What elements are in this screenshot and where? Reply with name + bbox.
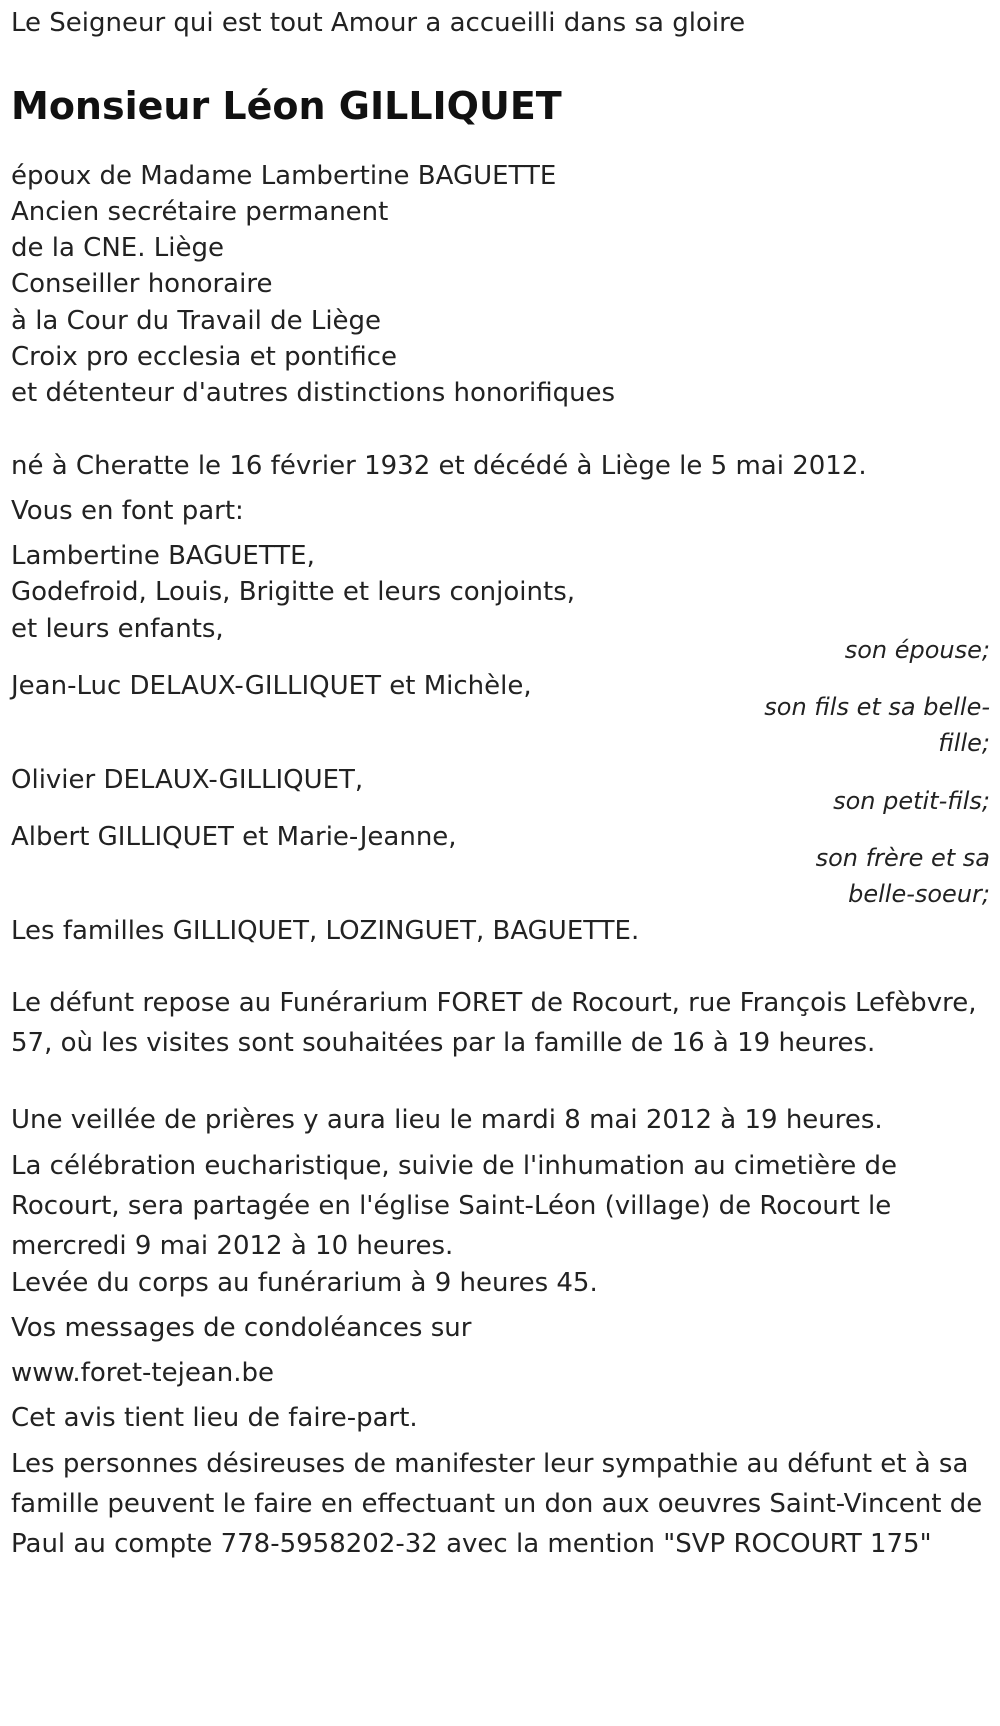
- families-text: Les familles GILLIQUET, LOZINGUET, BAGUETTE.: [11, 916, 640, 946]
- family-role: son fils et sa belle-: [764, 693, 990, 721]
- family-role: son épouse;: [844, 636, 990, 664]
- vigil-paragraph: Une veillée de prières y aura lieu le mardi 8 mai 2012 à 19 heures.: [11, 1105, 883, 1135]
- family-member-line: et leurs enfants,: [11, 614, 224, 644]
- deceased-name: Monsieur Léon GILLIQUET: [11, 84, 562, 128]
- celebration-paragraph: La célébration eucharistique, suivie de l'inhumation au cimetière de Rocourt, sera partagée en l'église Saint-Léon (village) de Rocourt le mercredi 9 mai 2012 à 10 heures.: [11, 1151, 898, 1261]
- birth-death-text: né à Cheratte le 16 février 1932 et décédé à Liège le 5 mai 2012.: [11, 451, 867, 481]
- family-role: son frère et sa: [815, 844, 990, 872]
- title-line: et détenteur d'autres distinctions honorifiques: [11, 378, 616, 408]
- title-line: Ancien secrétaire permanent: [11, 197, 389, 227]
- family-role: son petit-fils;: [833, 787, 990, 815]
- intro-text: Le Seigneur qui est tout Amour a accueilli dans sa gloire: [11, 8, 746, 38]
- family-role: belle-soeur;: [848, 880, 990, 908]
- title-line: Conseiller honoraire: [11, 269, 273, 299]
- levee-paragraph: Levée du corps au funérarium à 9 heures 45.: [11, 1268, 598, 1298]
- family-member-line: Godefroid, Louis, Brigitte et leurs conjoints,: [11, 577, 576, 607]
- family-role: fille;: [938, 729, 990, 757]
- title-line: à la Cour du Travail de Liège: [11, 306, 382, 336]
- family-member-line: Olivier DELAUX-GILLIQUET,: [11, 765, 364, 795]
- title-line: époux de Madame Lambertine BAGUETTE: [11, 161, 557, 191]
- title-line: de la CNE. Liège: [11, 233, 224, 263]
- announce-text: Vous en font part:: [11, 496, 244, 526]
- condolences-text: Vos messages de condoléances sur: [11, 1313, 472, 1343]
- donation-paragraph: Les personnes désireuses de manifester leur sympathie au défunt et à sa famille peuvent le faire en effectuant un don aux oeuvres Saint-Vincent de Paul au compte 778-5958202-32 avec la mention "SVP ROCOURT 175": [11, 1449, 983, 1559]
- notice-text: Cet avis tient lieu de faire-part.: [11, 1403, 418, 1433]
- family-member-line: Albert GILLIQUET et Marie-Jeanne,: [11, 822, 457, 852]
- rest-paragraph: Le défunt repose au Funérarium FORET de Rocourt, rue François Lefèbvre, 57, où les visites sont souhaitées par la famille de 16 à 19 heures.: [11, 988, 977, 1058]
- family-member-line: Jean-Luc DELAUX-GILLIQUET et Michèle,: [11, 671, 532, 701]
- website-link[interactable]: www.foret-tejean.be: [11, 1358, 275, 1388]
- family-member-line: Lambertine BAGUETTE,: [11, 541, 315, 571]
- title-line: Croix pro ecclesia et pontifice: [11, 342, 398, 372]
